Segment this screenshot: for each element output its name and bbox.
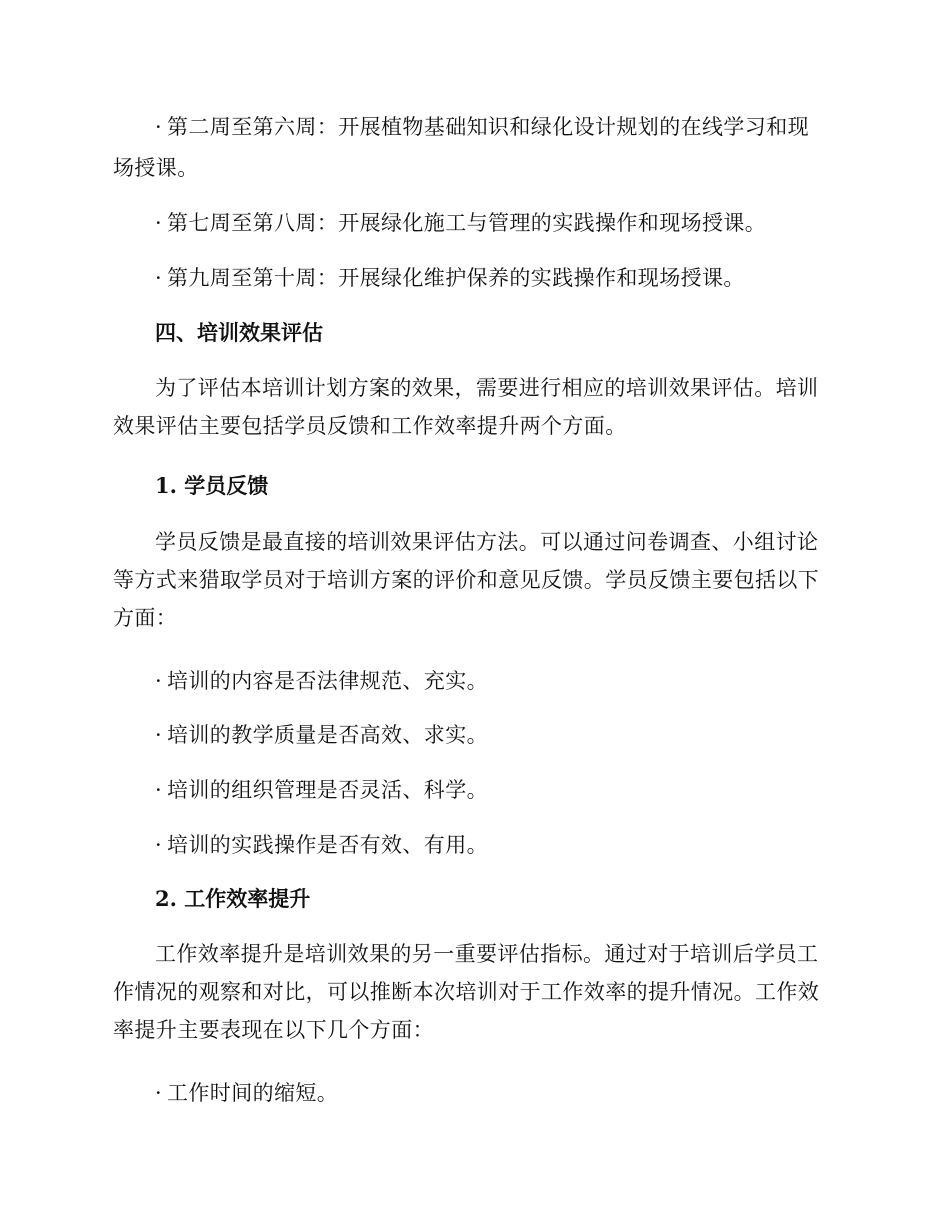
subsection-1-paragraph: 学员反馈是最直接的培训效果评估方法。可以通过问卷调查、小组讨论等方式来猎取学员对于培训方案的评价和意见反馈。学员反馈主要包括以下方面： (113, 530, 820, 630)
bullet-marker: · (155, 669, 163, 693)
feedback-bullet-2 (155, 716, 488, 754)
schedule-bullet-1 (155, 108, 809, 146)
schedule-bullet-1-continuation: 场授课。 (113, 156, 199, 180)
bullet-text: 培训的实践操作是否有效、有用。 (167, 833, 488, 857)
bullet-marker: · (155, 778, 163, 802)
bullet-marker: · (155, 266, 163, 290)
bullet-marker: · (155, 833, 163, 857)
bullet-text: 工作时间的缩短。 (167, 1081, 339, 1105)
bullet-text: 培训的组织管理是否灵活、科学。 (167, 778, 488, 802)
bullet-marker: · (155, 211, 163, 235)
feedback-bullet-4 (155, 826, 488, 864)
bullet-text: 培训的教学质量是否高效、求实。 (167, 723, 488, 747)
schedule-bullet-2 (155, 204, 766, 242)
bullet-text: 第九周至第十周：开展绿化维护保养的实践操作和现场授课。 (167, 266, 745, 290)
feedback-bullet-1 (155, 662, 488, 700)
section-intro-paragraph: 为了评估本培训计划方案的效果，需要进行相应的培训效果评估。培训效果评估主要包括学员反馈和工作效率提升两个方面。 (113, 376, 819, 438)
section-heading: 四、培训效果评估 (155, 320, 323, 345)
efficiency-bullet-1 (155, 1074, 338, 1112)
schedule-bullet-3 (155, 259, 745, 297)
bullet-text: 第二周至第六周：开展植物基础知识和绿化设计规划的在线学习和现 (167, 115, 809, 139)
bullet-text: 第七周至第八周：开展绿化施工与管理的实践操作和现场授课。 (167, 211, 767, 235)
subsection-2-paragraph: 工作效率提升是培训效果的另一重要评估指标。通过对于培训后学员工作情况的观察和对比，可以推断本次培训对于工作效率的提升情况。工作效率提升主要表现在以下几个方面： (113, 942, 820, 1042)
bullet-marker: · (155, 115, 163, 139)
subsection-heading-2: 2. 工作效率提升 (155, 886, 311, 911)
bullet-marker: · (155, 723, 163, 747)
subsection-heading-1: 1. 学员反馈 (155, 473, 269, 498)
bullet-text: 培训的内容是否法律规范、充实。 (167, 669, 488, 693)
bullet-marker: · (155, 1081, 163, 1105)
feedback-bullet-3 (155, 771, 488, 809)
